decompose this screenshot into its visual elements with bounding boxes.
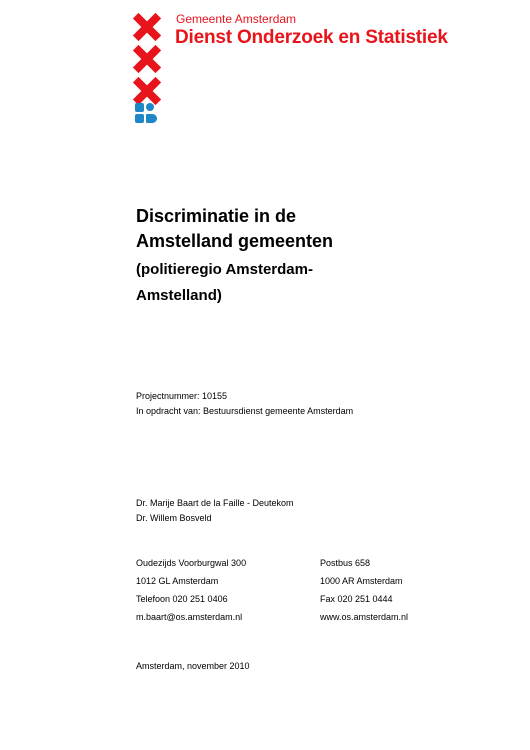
author: Dr. Willem Bosveld xyxy=(136,513,212,523)
amsterdam-logo xyxy=(134,14,164,126)
fax-number: Fax 020 251 0444 xyxy=(320,594,393,604)
po-box: Postbus 658 xyxy=(320,558,371,568)
os-logo-icon xyxy=(135,103,159,125)
organization-name: Gemeente Amsterdam xyxy=(176,12,297,26)
saint-andrews-cross-icon xyxy=(134,78,160,104)
address-street: Oudezijds Voorburgwal 300 xyxy=(136,558,247,568)
project-client: In opdracht van: Bestuursdienst gemeente Amsterdam xyxy=(136,406,354,416)
subtitle-line: Amstelland) xyxy=(136,287,222,304)
department-name: Dienst Onderzoek en Statistiek xyxy=(175,27,448,48)
saint-andrews-cross-icon xyxy=(134,14,160,40)
website-url: www.os.amsterdam.nl xyxy=(320,612,409,622)
place-and-date: Amsterdam, november 2010 xyxy=(136,661,250,671)
po-box-postcode: 1000 AR Amsterdam xyxy=(320,576,403,586)
report-subtitle xyxy=(136,257,313,309)
saint-andrews-cross-icon xyxy=(134,46,160,72)
address-postcode: 1012 GL Amsterdam xyxy=(136,576,219,586)
title-line: Discriminatie in de xyxy=(136,206,297,226)
phone-number: Telefoon 020 251 0406 xyxy=(136,594,228,604)
project-number: Projectnummer: 10155 xyxy=(136,391,228,401)
email-address: m.baart@os.amsterdam.nl xyxy=(136,612,243,622)
author: Dr. Marije Baart de la Faille - Deutekom xyxy=(136,498,294,508)
subtitle-line: (politieregio Amsterdam- xyxy=(136,261,313,278)
report-title xyxy=(136,204,333,254)
title-line: Amstelland gemeenten xyxy=(136,231,334,251)
